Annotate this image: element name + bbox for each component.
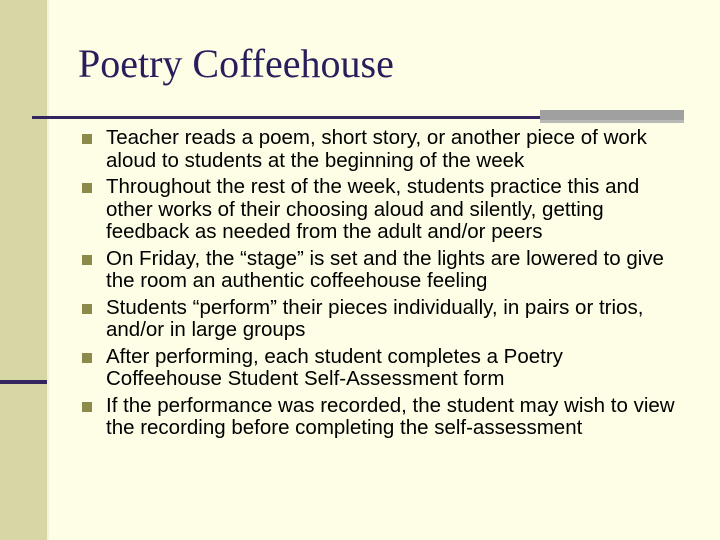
bullet-text: On Friday, the “stage” is set and the lights are lowered to give the room an authentic coffeehouse feeling (106, 246, 664, 292)
bullet-item (82, 395, 682, 440)
square-bullet-icon (82, 255, 92, 265)
bullet-text: If the performance was recorded, the student may wish to view the recording before completing the self-assessment (106, 393, 675, 439)
bullet-list (82, 127, 682, 444)
bullet-text: After performing, each student completes a Poetry Coffeehouse Student Self-Assessment form (106, 344, 563, 390)
bullet-item (82, 248, 682, 293)
sidebar-accent-rule (0, 380, 47, 384)
square-bullet-icon (82, 402, 92, 412)
left-sidebar-band (0, 0, 47, 540)
square-bullet-icon (82, 304, 92, 314)
bullet-item (82, 297, 682, 342)
divider-accent-shadow (540, 120, 684, 123)
slide-title: Poetry Coffeehouse (78, 41, 394, 86)
bullet-text: Teacher reads a poem, short story, or another piece of work aloud to students at the beginning of the week (106, 126, 647, 172)
bullet-text: Students “perform” their pieces individually, in pairs or trios, and/or in large groups (106, 295, 644, 341)
sidebar-edge (47, 0, 49, 540)
square-bullet-icon (82, 134, 92, 144)
bullet-item (82, 346, 682, 391)
square-bullet-icon (82, 183, 92, 193)
bullet-item (82, 176, 682, 244)
bullet-text: Throughout the rest of the week, students practice this and other works of their choosing aloud and silently, getting feedback as needed from the adult and/or peers (106, 175, 640, 243)
bullet-item (82, 127, 682, 172)
divider-accent (540, 110, 684, 120)
square-bullet-icon (82, 353, 92, 363)
